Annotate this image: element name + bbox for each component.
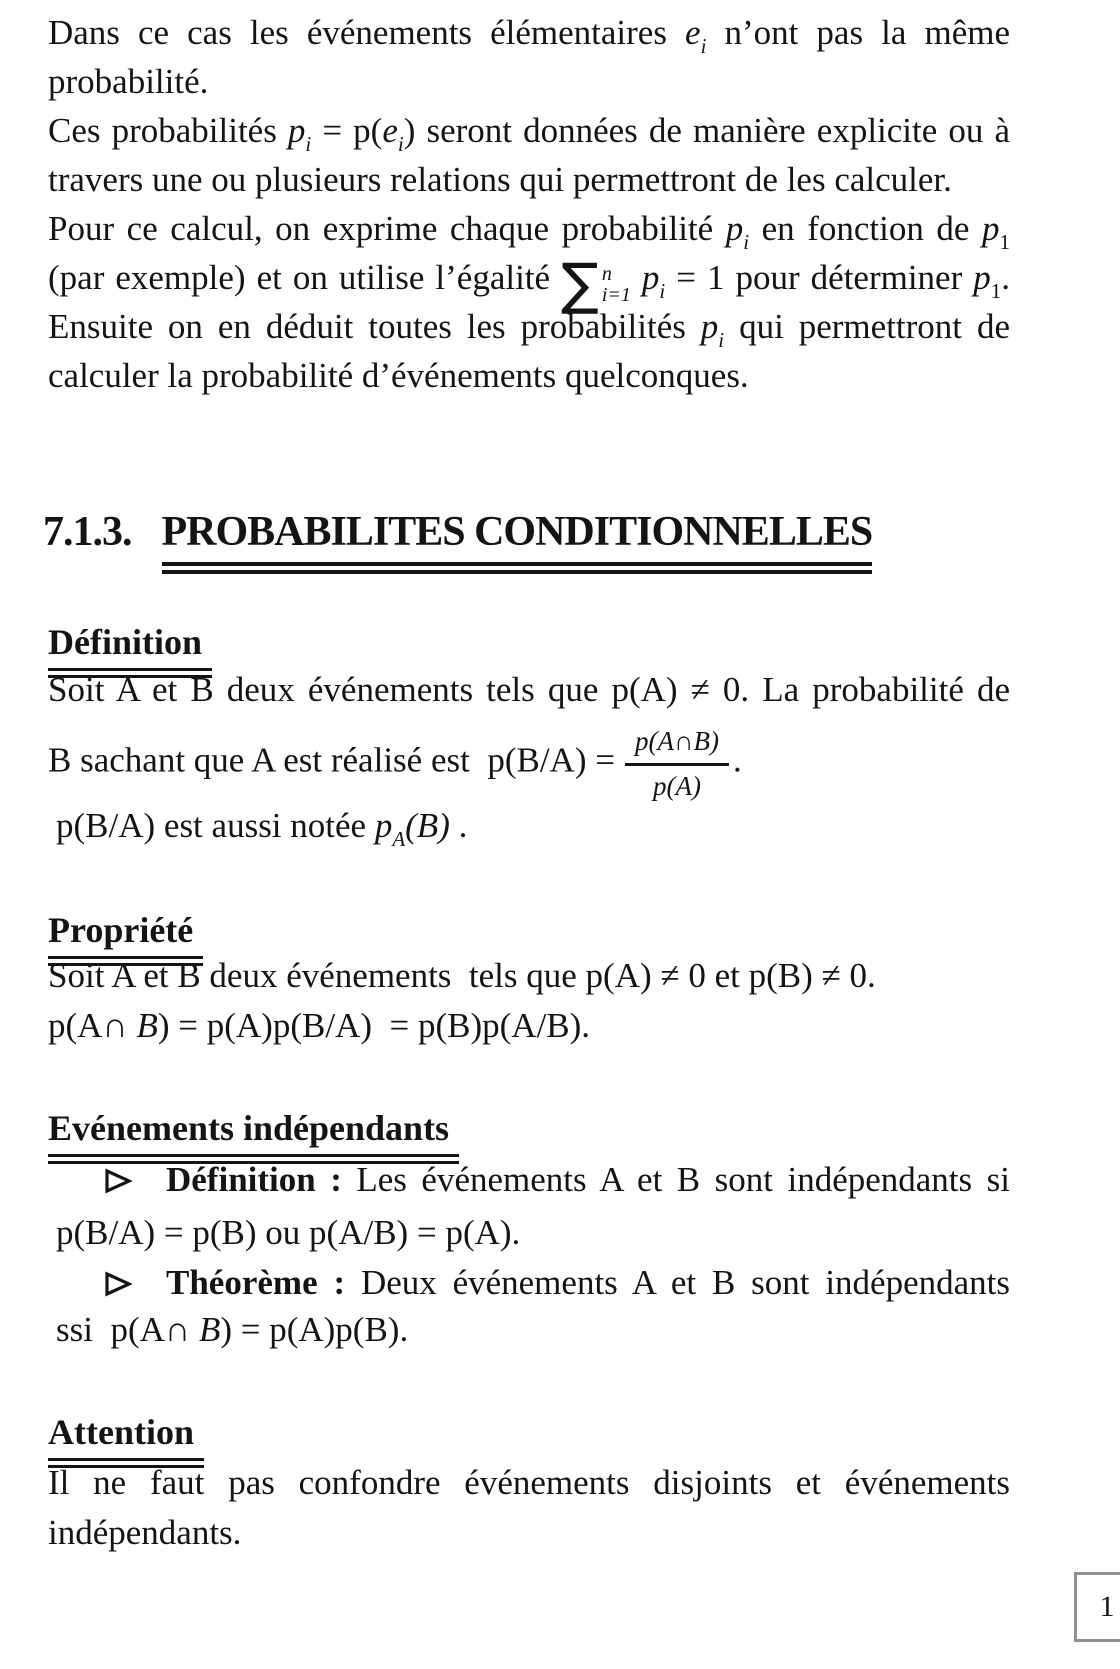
text-run: B — [198, 1310, 221, 1349]
text-run: p — [700, 307, 719, 346]
bullet-definition-text — [166, 1160, 1010, 1199]
text-run: i — [718, 327, 725, 352]
definition-formula-line — [48, 714, 1010, 814]
text-run: i — [743, 229, 750, 254]
text-run: travers une ou plusieurs relations qui permettront de les calculer. — [48, 160, 952, 199]
text-run: en fonction de — [749, 209, 983, 248]
text-run: (par exemple) et on utilise l’égalité — [48, 258, 562, 297]
text-run: 1 — [990, 278, 1002, 303]
page-number-box — [1074, 1572, 1120, 1642]
text-run: Soit A et B deux événements tels que p(A) ≠ 0. La probabilité de — [48, 670, 1010, 709]
text-run: = 1 pour déterminer — [665, 258, 974, 297]
text-run: i — [659, 278, 666, 303]
intro-line-2 — [48, 57, 1010, 106]
text-run: Deux événements A et B sont indépendants — [360, 1263, 1010, 1302]
text-run: A — [392, 826, 406, 851]
section-number: 7.1.3. — [43, 509, 132, 555]
text-run: p(B/A) = p(B) ou p(A/B) = p(A). — [56, 1213, 521, 1252]
text-run: p — [973, 258, 991, 297]
text-run: e — [382, 111, 398, 150]
text-run: Pour ce calcul, on exprime chaque probabilité — [48, 209, 726, 248]
text-run — [631, 258, 642, 297]
text-run: . — [449, 806, 468, 845]
independants-heading-text: Evénements indépendants — [48, 1105, 459, 1164]
section-heading — [43, 506, 872, 574]
intro-line-8 — [48, 351, 1010, 400]
fraction: $\frac{p(A\cap B)}{p(A)}$ — [625, 724, 729, 803]
independants-bullet-theoreme — [48, 1258, 1010, 1307]
definition-heading-text: Définition — [48, 619, 212, 678]
text-run: ) = p(A)p(B/A) = p(B)p(A/B). — [157, 1006, 591, 1045]
summation-symbol: ∑ n i=1 — [561, 252, 631, 317]
text-run: Dans ce cas les événements élémentaires — [48, 13, 686, 52]
independants-bullet-definition-cont — [48, 1208, 1010, 1257]
text-run: e — [685, 13, 701, 52]
text-run: (B) — [405, 806, 450, 845]
independants-bullet-theoreme-cont — [48, 1305, 1010, 1354]
text-run: p — [725, 209, 744, 248]
page-number: 1 — [1099, 1590, 1115, 1623]
text-run: indépendants. — [48, 1513, 242, 1552]
text-run: . — [732, 741, 742, 781]
text-run: p — [641, 258, 660, 297]
bullet-theoreme-text — [166, 1263, 1010, 1302]
attention-line-2 — [48, 1508, 1010, 1557]
propriete-line-2 — [48, 1001, 1010, 1050]
attention-heading-text: Attention — [48, 1409, 204, 1468]
intro-line-4 — [48, 155, 1010, 204]
text-run: i — [397, 131, 404, 156]
text-run: Les événements A et B sont indépendants si — [356, 1160, 1011, 1199]
text-run: p(A∩ — [48, 1006, 137, 1045]
definition-formula — [48, 724, 742, 803]
text-run: B sachant que A est réalisé est p(B/A) = — [48, 741, 615, 781]
arrow-bullet-icon — [105, 1158, 132, 1184]
text-run: p — [982, 209, 1000, 248]
text-run: calculer la probabilité d’événements quelconques. — [48, 356, 749, 395]
text-run: Ensuite on en déduit toutes les probabilités — [48, 307, 701, 346]
propriete-line-1 — [48, 951, 1010, 1000]
propriete-heading-text: Propriété — [48, 907, 203, 966]
text-run: . — [1001, 258, 1011, 297]
text-run: ssi p(A∩ — [56, 1310, 199, 1349]
definition-line-1 — [48, 665, 1010, 714]
arrow-bullet-icon — [105, 1261, 132, 1287]
text-run: p — [374, 806, 393, 845]
text-run: p(B/A) est aussi notée — [56, 806, 375, 845]
text-run: Soit A et B deux événements tels que p(A) ≠ 0 et p(B) ≠ 0. — [48, 956, 876, 995]
independants-bullet-definition — [48, 1155, 1010, 1204]
text-run: Il ne faut pas confondre événements disjoints et événements — [48, 1463, 1010, 1502]
text-run: n’ont pas la même — [706, 13, 1011, 52]
text-run: qui permettront de — [724, 307, 1010, 346]
text-run: Ces probabilités — [48, 111, 288, 150]
text-run: i — [305, 131, 312, 156]
text-run: ) seront données de manière explicite ou à — [403, 111, 1010, 150]
text-run: Théorème : — [166, 1263, 361, 1302]
text-run: 1 — [999, 229, 1011, 254]
section-title: PROBABILITES CONDITIONNELLES — [162, 506, 873, 574]
attention-line-1 — [48, 1458, 1010, 1507]
text-run: = p( — [311, 111, 383, 150]
text-run: p — [287, 111, 306, 150]
text-run: i — [700, 33, 707, 58]
definition-note-line — [48, 801, 1010, 864]
text-run: B — [136, 1006, 158, 1045]
text-run: probabilité. — [48, 62, 209, 101]
text-run: Définition : — [166, 1160, 357, 1199]
text-run: ) = p(A)p(B). — [220, 1310, 409, 1349]
